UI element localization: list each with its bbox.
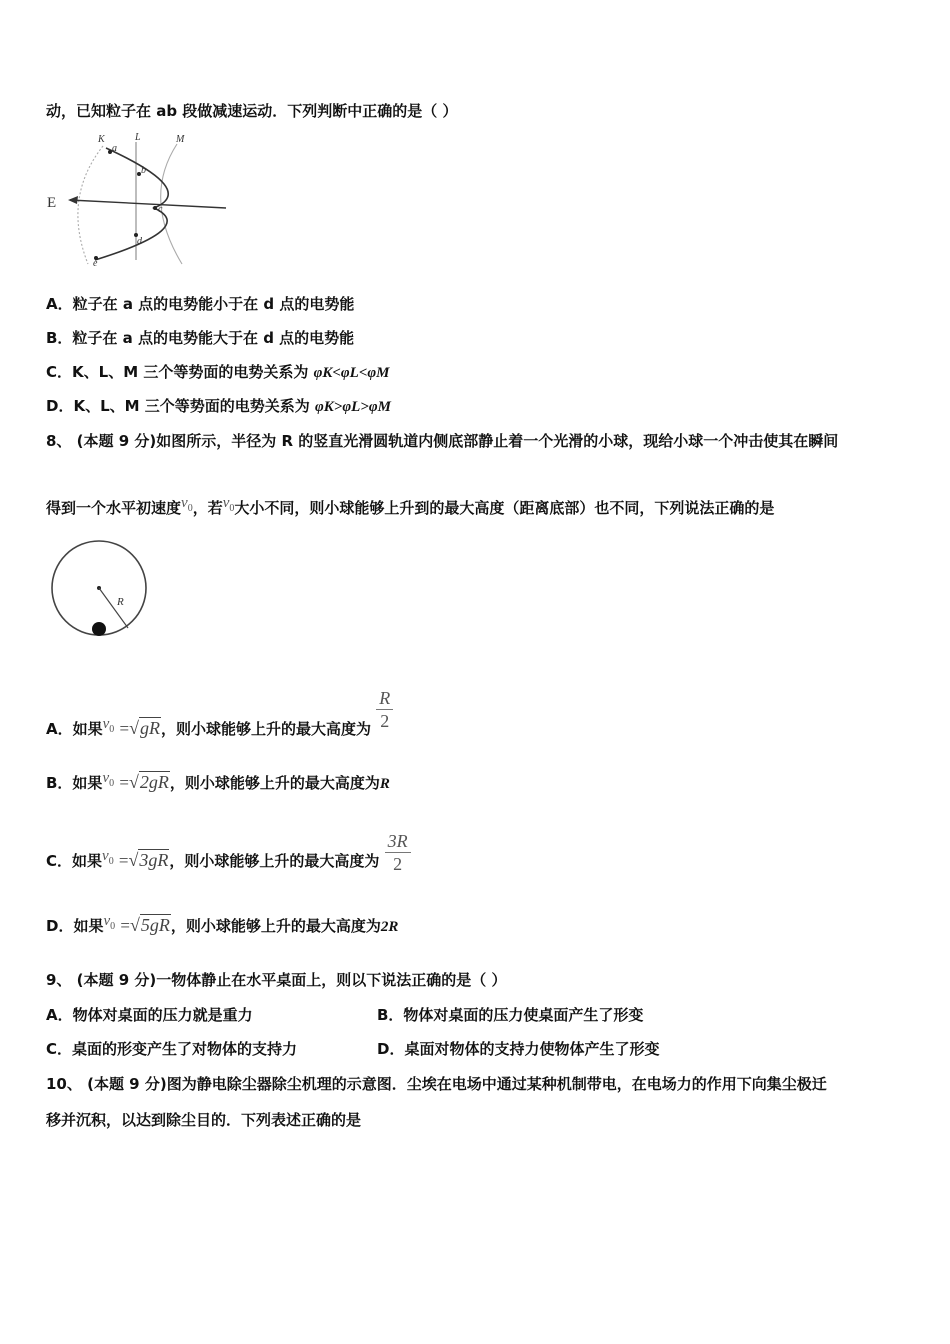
q7c-math: φK<φL<φM xyxy=(313,365,390,381)
label-c: c xyxy=(158,204,163,215)
fraction-3r-over-2: $\frac{3R}{2}$ xyxy=(385,831,411,874)
q8-stem-line2 xyxy=(46,493,774,519)
label-e: e xyxy=(93,258,98,269)
v0-symbol: $v_0$ xyxy=(222,495,235,514)
q7d-text: D．K、L、M 三个等势面的电势关系为 xyxy=(46,397,310,415)
q8-line2-part-c: 大小不同，则小球能够上升到的最大高度（距离底部）也不同，下列说法正确的是 xyxy=(234,499,775,517)
equipotential-m xyxy=(161,144,182,264)
label-b: b xyxy=(141,165,146,176)
radius-line xyxy=(99,588,128,628)
label-m: M xyxy=(176,134,185,145)
q7-option-c xyxy=(46,362,390,383)
label-l: L xyxy=(135,132,141,143)
q8-line2-part-a: 得到一个水平初速度 xyxy=(46,499,182,517)
point-c xyxy=(153,206,157,210)
q9-option-d: D．桌面对物体的支持力使物体产生了形变 xyxy=(377,1040,660,1058)
q7c-text: C．K、L、M 三个等势面的电势关系为 xyxy=(46,363,309,381)
label-e-field: E xyxy=(47,195,57,211)
field-arrow-line xyxy=(70,200,226,208)
label-radius: R xyxy=(117,596,124,608)
q9-option-a: A．物体对桌面的压力就是重力 xyxy=(46,1006,253,1024)
q7-option-a: A．粒子在 a 点的电势能小于在 d 点的电势能 xyxy=(46,295,355,313)
sqrt-expression: √3gR xyxy=(128,850,169,870)
small-ball xyxy=(92,622,106,636)
q9-option-b: B．物体对桌面的压力使桌面产生了形变 xyxy=(377,1006,644,1024)
equipotential-k xyxy=(78,146,103,264)
label-d: d xyxy=(137,236,142,247)
text-line-intro: 动，已知粒子在 ab 段做减速运动．下列判断中正确的是（ ） xyxy=(46,102,458,120)
sqrt-expression: √gR xyxy=(129,718,160,738)
q8-option-a: A．如果$v_0 =√gR$，则小球能够上升的最大高度为 $\frac{R}{2}$ xyxy=(46,697,393,740)
q8-option-b: B．如果$v_0 =√2gR$，则小球能够上升的最大高度为R xyxy=(46,770,390,792)
q7-option-b: B．粒子在 a 点的电势能大于在 d 点的电势能 xyxy=(46,329,355,347)
sqrt-expression: √5gR xyxy=(129,915,170,935)
fraction-r-over-2: $\frac{R}{2}$ xyxy=(376,688,393,731)
figure-equipotential xyxy=(40,128,240,270)
figure-circle-track xyxy=(46,540,156,644)
q8-option-d: D．如果$v_0 =√5gR$，则小球能够上升的最大高度为2R xyxy=(46,913,399,935)
q9-stem: 9、 (本题 9 分)一物体静止在水平桌面上，则以下说法正确的是（ ） xyxy=(46,971,507,989)
q10-stem-line1: 10、 (本题 9 分)图为静电除尘器除尘机理的示意图．尘埃在电场中通过某种机制带电，在电场力的作用下向集尘极迁 xyxy=(46,1075,827,1093)
q8-stem-line1: 8、 (本题 9 分)如图所示，半径为 R 的竖直光滑圆轨道内侧底部静止着一个光滑的小球，现给小球一个冲击使其在瞬间 xyxy=(46,432,839,450)
sqrt-expression: √2gR xyxy=(128,772,169,792)
q10-stem-line2: 移并沉积，以达到除尘目的．下列表述正确的是 xyxy=(46,1111,362,1129)
v0-symbol: $v_0$ xyxy=(181,495,193,514)
q8-line2-part-b: ，若 xyxy=(192,499,223,517)
label-k: K xyxy=(98,134,105,145)
label-a: a xyxy=(112,143,117,154)
q9-option-c: C．桌面的形变产生了对物体的支持力 xyxy=(46,1040,298,1058)
q7d-math: φK>φL>φM xyxy=(315,399,391,415)
q8-option-c: C．如果$v_0 =√3gR$，则小球能够上升的最大高度为 $\frac{3R}{2}$ xyxy=(46,840,411,883)
field-arrow-head xyxy=(68,196,78,204)
q7-option-d xyxy=(46,396,391,417)
